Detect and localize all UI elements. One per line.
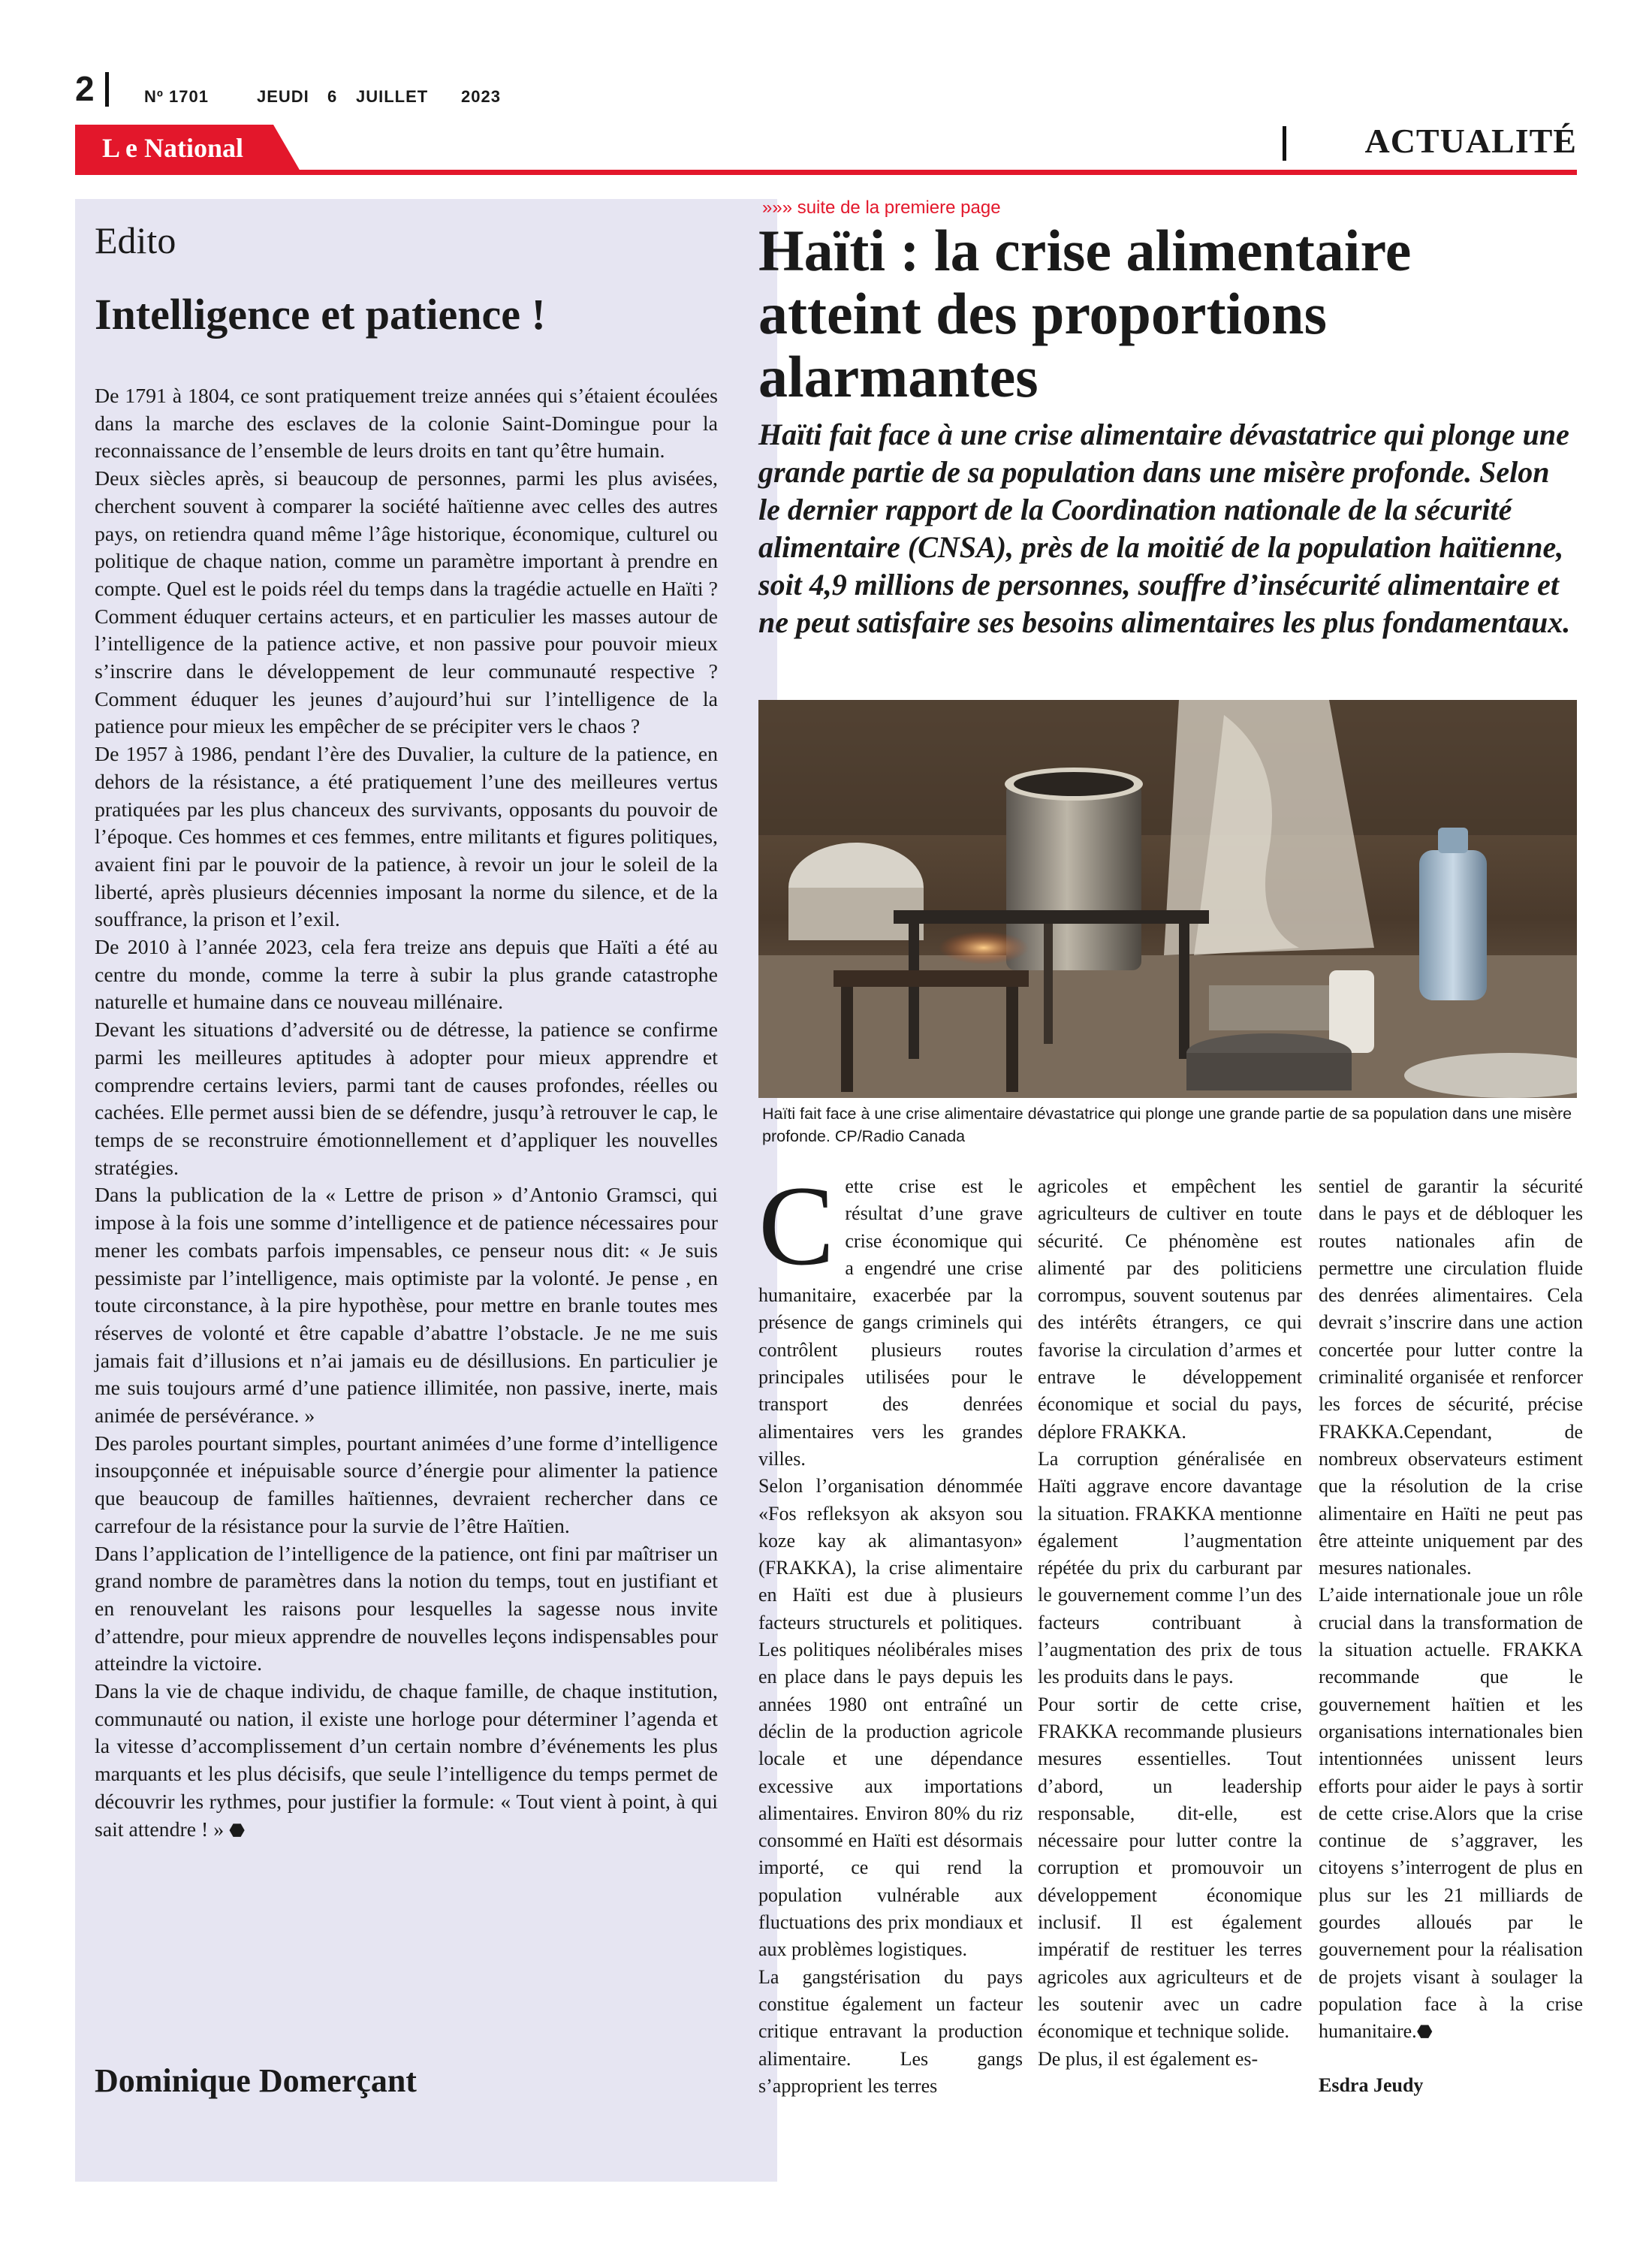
edito-body [95, 383, 718, 1844]
article-paragraph: La gangstérisation du pays constitue également un facteur critique entravant la production alimentaire. Les gangs s’approprient les terres [758, 1965, 1023, 2097]
article-byline: Esdra Jeudy [1319, 2074, 1424, 2096]
issue-day: 6 [327, 87, 338, 106]
edito-paragraph: De 2010 à l’année 2023, cela fera treize ans depuis que Haïti a été au centre du monde, comme la terre à subir la plus grande catastrophe naturelle et humaine dans ce nouveau millénaire. [95, 936, 718, 1015]
page-number-divider [105, 72, 109, 107]
edito-paragraph [95, 1678, 718, 1844]
article-paragraph: De plus, il est également es- [1038, 2047, 1259, 2070]
edito-title: Intelligence et patience ! [95, 290, 546, 339]
article-lead-text: ette crise est le résultat d’une grave crise économique qui a engendré une crise humanitaire, exacerbée par la présence de gangs criminels qui contrôlent plusieurs routes principales utilisées pour le transport des denrées alimentaires vers les grandes villes. [758, 1175, 1023, 1470]
edito-paragraph: Devant les situations d’adversité ou de détresse, la patience se confirme parmi les meilleures aptitudes à adopter pour mieux apprendre et comprendre certains leviers, parmi tant de causes profondes, réelles ou cachées. Elle permet aussi bien de se défendre, jusqu’à retrouver le cap, le temps de se reconstruire émotionnellement et d’appliquer les nouvelles stratégies. [95, 1018, 718, 1180]
article-paragraph [1319, 1582, 1583, 2046]
article-column-2 [1038, 1173, 1302, 2073]
article-paragraph [758, 1163, 1023, 1473]
article-paragraph: Pour sortir de cette crise, FRAKKA recommande plusieurs mesures essentielles. Tout d’abord, un leadership responsable, dit-elle, est nécessaire pour lutter contre la corruption et promouvoir un développement économique inclusif. Il est également impératif de restituer les terres agricoles aux agriculteurs et de les soutenir avec un cadre économique et technique solide. [1038, 1693, 1302, 2043]
article-paragraph: sentiel de garantir la sécurité dans le pays et de débloquer les routes nationales afin de permettre une circulation fluide des denrées alimentaires. Cela devrait s’inscrire dans une action concertée pour lutter contre la criminalité organisée et renforcer les forces de sécurité, précise FRAKKA.Cependant, de nombreux observateurs estiment que la résolution de la crise alimentaire en Haïti ne peut pas être atteinte uniquement par des mesures nationales. [1319, 1175, 1583, 1579]
photo-caption: Haïti fait face à une crise alimentaire dévastatrice qui plonge une grande partie de sa population dans une misère profonde. CP/Radio Canada [762, 1105, 1572, 1145]
issue-number: Nº 1701 [144, 87, 209, 106]
edito-paragraph: Deux siècles après, si beaucoup de personnes, parmi les plus avisées, cherchent souvent à comparer la société haïtienne avec celles des autres pays, on retiendra quand même l’âge historique, économique, culturel ou politique de chaque nation, comme un paramètre important à prendre en compte. Quel est le poids réel du temps dans la tragédie actuelle en Haïti ? Comment éduquer certains acteurs, et en particulier les masses autour de l’intelligence de la patience active, et non passive pour pouvoir mieux s’inscrire dans le développement de leur communauté respective ? Comment éduquer les jeunes d’aujourd’hui sur l’intelligence de la patience pour mieux les empêcher de se précipiter vers le chaos ? [95, 467, 718, 739]
article-headline: Haïti : la crise alimentaire atteint des proportions alarmantes [758, 218, 1412, 409]
end-mark-icon: ⬣ [1416, 2022, 1433, 2043]
edito-paragraph: Des paroles pourtant simples, pourtant animées d’une forme d’intelligence insoupçonnée et inépuisable source d’énergie pour alimenter la patience que beaucoup de familles haïtiennes, devraient rechercher dans ce carrefour de la résistance pour la survie de l’être Haïtien. [95, 1431, 718, 1538]
article-paragraph: Selon l’organisation dénommée «Fos refleksyon ak aksyon sou koze kay ak alimantasyon» (FRAKKA), la crise alimentaire en Haïti est due à plusieurs facteurs structurels et politiques. Les politiques néolibérales mises en place dans le pays depuis les années 1980 ont entraîné un déclin de la production agricole locale et une dépendance excessive aux importations alimentaires. Environ 80% du riz consommé en Haïti est désormais importé, ce qui rend la population vulnérable aux fluctuations des prix mondiaux et aux problèmes logistiques. [758, 1475, 1023, 1961]
article-column-1 [758, 1163, 1023, 2100]
edito-paragraph: De 1791 à 1804, ce sont pratiquement treize années qui s’étaient écoulées dans la marche des esclaves de la colonie Saint-Domingue pour la reconnaissance de l’ensemble de leurs droits en tant qu’être humain. [95, 385, 718, 463]
edito-paragraph: De 1957 à 1986, pendant l’ère des Duvalier, la culture de la patience, en dehors de la résistance, a été pratiquement l’une des meilleures vertus pratiquées par les plus chanceux des survivants, opposants du pouvoir de l’époque. Ces hommes et ces femmes, entre militants et figures politiques, avaient fini par le pouvoir de la patience, à revoir un jour le soleil de la liberté, après plusieurs décennies imposant la norme du silence, et de la souffrance, la prison et l’exil. [95, 743, 718, 932]
section-divider [1283, 126, 1286, 161]
page-number: 2 [75, 69, 95, 108]
article-photo [758, 700, 1577, 1098]
article-paragraph: La corruption généralisée en Haïti aggrave encore davantage la situation. FRAKKA mentionne également l’augmentation répétée du prix du carburant par le gouvernement comme l’un des facteurs contribuant à l’augmentation des prix de tous les produits dans le pays. [1038, 1447, 1302, 1688]
article-standfirst: Haïti fait face à une crise alimentaire dévastatrice qui plonge une grande partie de sa population dans une misère profonde. Selon le dernier rapport de la Coordination nationale de la sécurité alimentaire (CNSA), près de la moitié de la population haïtienne, soit 4,9 millions de personnes, souffre d’insécurité alimentaire et ne peut satisfaire ses besoins alimentaires les plus fondamentaux. [758, 418, 1571, 639]
edito-paragraph: Dans la publication de la « Lettre de prison » d’Antonio Gramsci, qui impose à la fois une somme d’intelligence et de patience nécessaires pour mener les combats parfois impensables, ce penseur nous dit: « Je suis pessimiste par l’intelligence, mais optimiste par la volonté. Je pense , en toute circonstance, à la pire hypothèse, pour mettre en branle toutes mes réserves de volonté et être capable d’abattre l’obstacle. Je ne me suis jamais fait d’illusions et n’ai jamais eu de désillusions. En particulier je me suis toujours armé d’une patience illimitée, non passive, inerte, mais animée de persévérance. » [95, 1184, 718, 1428]
article-column-3 [1319, 1173, 1583, 2099]
continued-kicker: »»» suite de la premiere page [762, 198, 1001, 218]
issue-month: JUILLET [356, 87, 429, 106]
issue-weekday: JEUDI [257, 87, 309, 106]
article-paragraph: agricoles et empêchent les agriculteurs de cultiver en toute sécurité. Ce phénomène est alimenté par des politiciens corrompus, souvent soutenus par des intérêts étrangers, ce qui favorise la circulation d’armes et entrave le développement économique et social du pays, déplore FRAKKA. [1038, 1175, 1302, 1443]
edito-last-text: Dans la vie de chaque individu, de chaque famille, de chaque institution, communauté ou nation, il existe une horloge pour déterminer l’agenda et la vitesse d’accomplissement d’un certain nombre d’événements les plus marquants et les plus décisifs, que seule l’intelligence du temps permet de découvrir les rythmes, pour justifier la formule: « Tout vient à point, à qui sait attendre ! » [95, 1680, 718, 1841]
end-mark-icon: ⬣ [229, 1820, 246, 1841]
edito-label: Edito [95, 219, 176, 261]
article-last-text: L’aide internationale joue un rôle crucial dans la transformation de la situation actuelle. FRAKKA recommande que le gouvernement haïtien et les organisations internationales bien intentionnées unissent leurs efforts pour aider le pays à sortir de cette crise.Alors que la crise continue de s’aggraver, les citoyens s’interrogent de plus en plus sur les 21 milliards de gourdes alloués par le gouvernement pour la réalisation de projets visant à soulager la population face à la crise humanitaire. [1319, 1584, 1583, 2043]
edito-author: Dominique Domerçant [95, 2062, 417, 2099]
header-rule [75, 170, 1577, 175]
section-title: ACTUALITÉ [1364, 122, 1577, 160]
edito-paragraph: Dans l’application de l’intelligence de la patience, ont fini par maîtriser un grand nombre de paramètres dans la notion du temps, tout en justifiant et en renouvelant les raisons pour lesquelles la sagesse nous invite d’attendre, pour mieux apprendre de nouvelles leçons indispensables pour atteindre la victoire. [95, 1542, 718, 1676]
issue-year: 2023 [461, 87, 501, 106]
newspaper-brand: L e National [102, 133, 244, 163]
drop-cap: C [758, 1163, 835, 1289]
